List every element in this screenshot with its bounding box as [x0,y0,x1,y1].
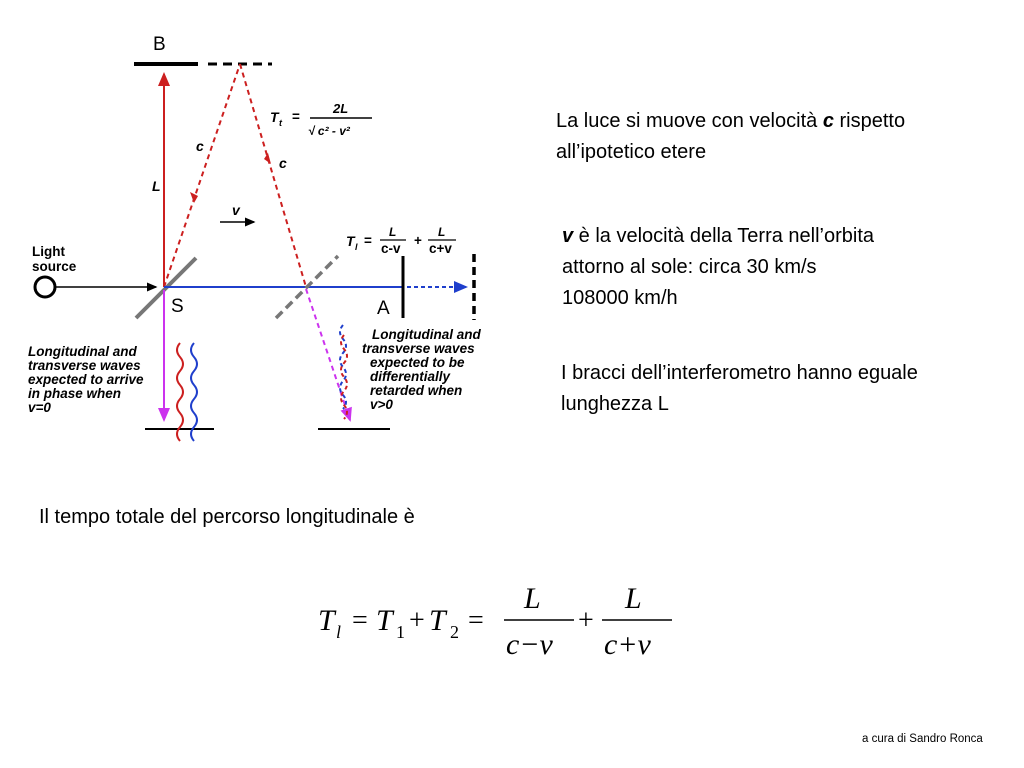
svg-text:expected to arrive: expected to arrive [28,372,144,387]
svg-text:2: 2 [450,622,459,642]
note-left [28,344,144,415]
svg-text:=: = [468,605,484,636]
red-up-arrowhead [190,192,198,203]
svg-text:c-v: c-v [381,241,401,256]
svg-text:retarded when: retarded when [370,383,463,398]
svg-text:+: + [414,233,422,248]
svg-text:v>0: v>0 [370,397,393,412]
svg-text:L: L [438,225,446,239]
svg-text:T: T [346,233,355,249]
label-a: A [377,298,390,319]
svg-text:v=0: v=0 [28,400,51,415]
svg-text:T: T [376,604,393,637]
light-source-label-1: Light [32,244,65,259]
label-c-down: c [279,155,287,171]
label-v: v [232,202,240,218]
light-source-label-2: source [32,259,77,274]
svg-text:L: L [389,225,397,239]
red-wave-left [177,343,183,441]
svg-text:c+v: c+v [604,628,651,658]
tt-formula [270,101,372,138]
svg-text:t: t [279,118,282,128]
tl-formula [346,225,456,256]
svg-text:L: L [524,582,541,615]
svg-text:l: l [336,622,342,642]
svg-text:√ c² - v²: √ c² - v² [308,124,350,138]
interferometer-diagram [0,0,520,450]
label-l-arm: L [152,178,161,194]
arms-length-text: I bracci dell’interferometro hanno eguale lunghezza L [561,362,918,415]
svg-text:L: L [625,582,642,615]
label-c-up: c [196,138,204,154]
svg-text:1: 1 [396,622,405,642]
svg-text:T: T [318,604,335,637]
red-dashed-down-path [240,64,306,287]
label-s: S [171,296,184,317]
svg-text:expected to be: expected to be [370,355,465,370]
svg-text:=: = [364,233,372,248]
red-dashed-up-path [164,64,240,287]
svg-text:T: T [429,604,446,637]
earth-velocity-text: v è la velocità della Terra nell’orbita attorno al sole: circa 30 km/s 108000 km/h [562,225,875,309]
svg-text:T: T [270,109,279,125]
red-down-arrowhead [264,153,271,164]
svg-text:=: = [352,605,368,636]
note-right [362,327,481,412]
label-b: B [153,34,166,55]
longitudinal-time-formula [312,578,692,658]
svg-text:+: + [409,605,425,636]
blue-wave-left [191,343,197,441]
svg-text:l: l [355,242,358,252]
svg-text:transverse waves: transverse waves [362,341,475,356]
svg-text:differentially: differentially [370,369,451,384]
light-source-icon [35,277,55,297]
svg-text:Longitudinal and: Longitudinal and [28,344,137,359]
svg-text:in phase when: in phase when [28,386,122,401]
svg-text:2L: 2L [333,101,349,116]
svg-text:c+v: c+v [429,241,452,256]
svg-text:c−v: c−v [506,628,553,658]
svg-text:Longitudinal and: Longitudinal and [372,327,481,342]
ether-velocity-text: La luce si muove con velocità c rispetto all’ipotetico etere [556,110,906,163]
svg-text:transverse waves: transverse waves [28,358,141,373]
longitudinal-time-text: Il tempo totale del percorso longitudinale è [39,506,415,528]
svg-text:=: = [292,109,300,124]
footer-credit: a cura di Sandro Ronca [862,733,983,745]
purple-output-right [306,289,350,420]
svg-text:+: + [578,605,594,636]
